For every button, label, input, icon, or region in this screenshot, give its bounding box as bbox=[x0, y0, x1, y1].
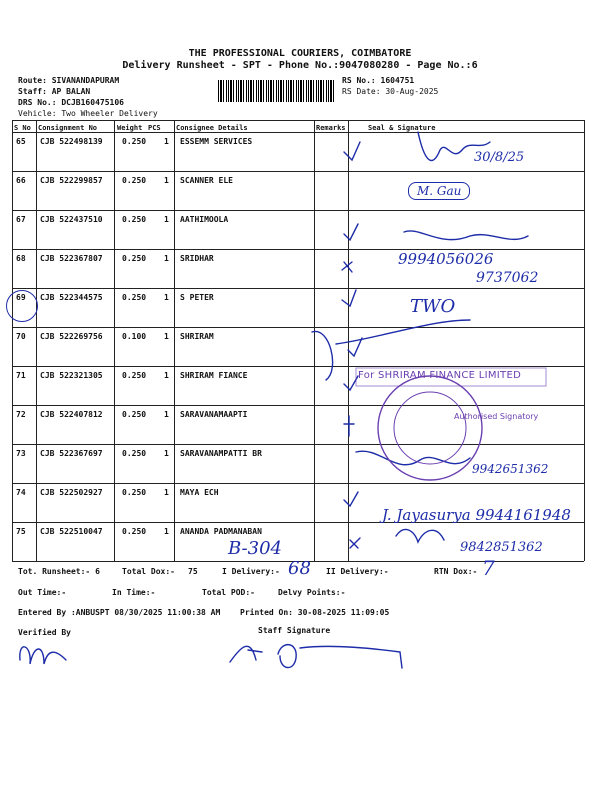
out-time-label: Out Time:- bbox=[18, 588, 67, 597]
handwritten-signature: TWO bbox=[410, 296, 456, 317]
col-header-sno: S No bbox=[14, 124, 31, 132]
total-pod-label: Total POD:- bbox=[202, 588, 255, 597]
col-header-seal-signature: Seal & Signature bbox=[368, 124, 436, 132]
cell-consignment-no: CJB 522502927 bbox=[40, 488, 103, 497]
cell-sno: 68 bbox=[16, 254, 26, 263]
cell-weight: 0.250 bbox=[122, 254, 147, 263]
cell-weight: 0.250 bbox=[122, 293, 147, 302]
route-label: Route: SIVANANDAPURAM bbox=[18, 76, 120, 85]
cell-pcs: 1 bbox=[164, 488, 169, 497]
cell-consignee: SHRIRAM bbox=[180, 332, 214, 341]
col-header-pcs: PCS bbox=[148, 124, 161, 132]
cell-pcs: 1 bbox=[164, 137, 169, 146]
col-header-remarks: Remarks bbox=[316, 124, 346, 132]
cell-pcs: 1 bbox=[164, 293, 169, 302]
cell-weight: 0.250 bbox=[122, 527, 147, 536]
cell-sno: 73 bbox=[16, 449, 26, 458]
cell-consignee: S PETER bbox=[180, 293, 214, 302]
cell-pcs: 1 bbox=[164, 449, 169, 458]
cell-sno: 71 bbox=[16, 371, 26, 380]
cell-consignment-no: CJB 522437510 bbox=[40, 215, 103, 224]
cell-consignee: ESSEMM SERVICES bbox=[180, 137, 253, 146]
col-header-consignee: Consignee Details bbox=[176, 124, 248, 132]
cell-consignment-no: CJB 522321305 bbox=[40, 371, 103, 380]
total-dox-value: 75 bbox=[188, 567, 198, 576]
authorised-signatory-stamp: Authorised Signatory bbox=[454, 412, 539, 421]
cell-consignment-no: CJB 522344575 bbox=[40, 293, 103, 302]
handwritten-phone: 9942651362 bbox=[472, 462, 549, 476]
cell-pcs: 1 bbox=[164, 215, 169, 224]
cell-consignee: SARAVANAMAAPTI bbox=[180, 410, 248, 419]
cell-sno: 67 bbox=[16, 215, 26, 224]
cell-pcs: 1 bbox=[164, 371, 169, 380]
cell-pcs: 1 bbox=[164, 527, 169, 536]
cell-weight: 0.250 bbox=[122, 137, 147, 146]
cell-weight: 0.250 bbox=[122, 410, 147, 419]
cell-weight: 0.250 bbox=[122, 449, 147, 458]
cell-sno: 74 bbox=[16, 488, 26, 497]
cell-sno: 69 bbox=[16, 293, 26, 302]
runsheet-subtitle: Delivery Runsheet - SPT - Phone No.:9047080280 - Page No.:6 bbox=[122, 60, 478, 71]
cell-pcs: 1 bbox=[164, 332, 169, 341]
total-dox-label: Total Dox:- bbox=[122, 567, 175, 576]
cell-consignee: SARAVANAMPATTI BR bbox=[180, 449, 262, 458]
cell-consignment-no: CJB 522510047 bbox=[40, 527, 103, 536]
entered-by: Entered By :ANBUSPT 08/30/2025 11:00:38 AM bbox=[18, 608, 221, 617]
cell-pcs: 1 bbox=[164, 410, 169, 419]
col-header-consignment: Consignment No bbox=[38, 124, 98, 132]
cell-consignment-no: CJB 522498139 bbox=[40, 137, 103, 146]
cell-weight: 0.250 bbox=[122, 371, 147, 380]
cell-sno: 75 bbox=[16, 527, 26, 536]
cell-sno: 70 bbox=[16, 332, 26, 341]
cell-pcs: 1 bbox=[164, 254, 169, 263]
cell-weight: 0.250 bbox=[122, 215, 147, 224]
cell-consignment-no: CJB 522299857 bbox=[40, 176, 103, 185]
delvy-points-label: Delvy Points:- bbox=[278, 588, 346, 597]
cell-consignee: ANANDA PADMANABAN bbox=[180, 527, 262, 536]
cell-pcs: 1 bbox=[164, 176, 169, 185]
vehicle-label: Vehicle: Two Wheeler Delivery bbox=[18, 109, 158, 118]
rtn-count: 7 bbox=[482, 556, 495, 580]
cell-consignment-no: CJB 522407812 bbox=[40, 410, 103, 419]
printed-on: Printed On: 30-08-2025 11:09:05 bbox=[240, 608, 390, 617]
in-time-label: In Time:- bbox=[112, 588, 156, 597]
cell-consignment-no: CJB 522269756 bbox=[40, 332, 103, 341]
handwritten-date: 30/8/25 bbox=[474, 150, 525, 165]
col-header-weight: Weight bbox=[117, 124, 143, 132]
handwritten-signature: M. Gau bbox=[408, 182, 470, 200]
company-stamp: For SHRIRAM FINANCE LIMITED bbox=[358, 370, 522, 381]
cell-consignee: SHRIRAM FIANCE bbox=[180, 371, 248, 380]
staff-signature-label: Staff Signature bbox=[258, 626, 331, 635]
tot-runsheet: Tot. Runsheet:- 6 bbox=[18, 567, 100, 576]
cell-consignment-no: CJB 522367697 bbox=[40, 449, 103, 458]
delivered-count: 68 bbox=[288, 558, 311, 579]
rs-no-label: RS No.: 1604751 bbox=[342, 76, 415, 85]
drs-label: DRS No.: DCJB160475106 bbox=[18, 98, 124, 107]
cell-sno: 72 bbox=[16, 410, 26, 419]
handwritten-phone: 9842851362 bbox=[460, 540, 543, 555]
cell-sno: 66 bbox=[16, 176, 26, 185]
ii-delivery-label: II Delivery:- bbox=[326, 567, 389, 576]
cell-weight: 0.250 bbox=[122, 488, 147, 497]
handwritten-signature: J. Jayasurya 9944161948 bbox=[382, 506, 571, 524]
handwritten-phone: 9994056026 bbox=[398, 250, 494, 268]
verified-by-label: Verified By bbox=[18, 628, 71, 637]
cell-sno: 65 bbox=[16, 137, 26, 146]
cell-consignee: SCANNER ELE bbox=[180, 176, 233, 185]
cell-weight: 0.250 bbox=[122, 176, 147, 185]
cell-consignee: SRIDHAR bbox=[180, 254, 214, 263]
rs-date-label: RS Date: 30-Aug-2025 bbox=[342, 87, 439, 96]
i-delivery-label: I Delivery:- bbox=[222, 567, 280, 576]
company-title: THE PROFESSIONAL COURIERS, COIMBATORE bbox=[188, 48, 412, 59]
rtn-dox-label: RTN Dox:- bbox=[434, 567, 478, 576]
staff-label: Staff: AP BALAN bbox=[18, 87, 91, 96]
cell-weight: 0.100 bbox=[122, 332, 147, 341]
handwritten-note: B-304 bbox=[228, 538, 282, 559]
cell-consignee: AATHIMOOLA bbox=[180, 215, 229, 224]
cell-consignment-no: CJB 522367807 bbox=[40, 254, 103, 263]
cell-consignee: MAYA ECH bbox=[180, 488, 219, 497]
handwritten-phone: 9737062 bbox=[476, 270, 539, 286]
